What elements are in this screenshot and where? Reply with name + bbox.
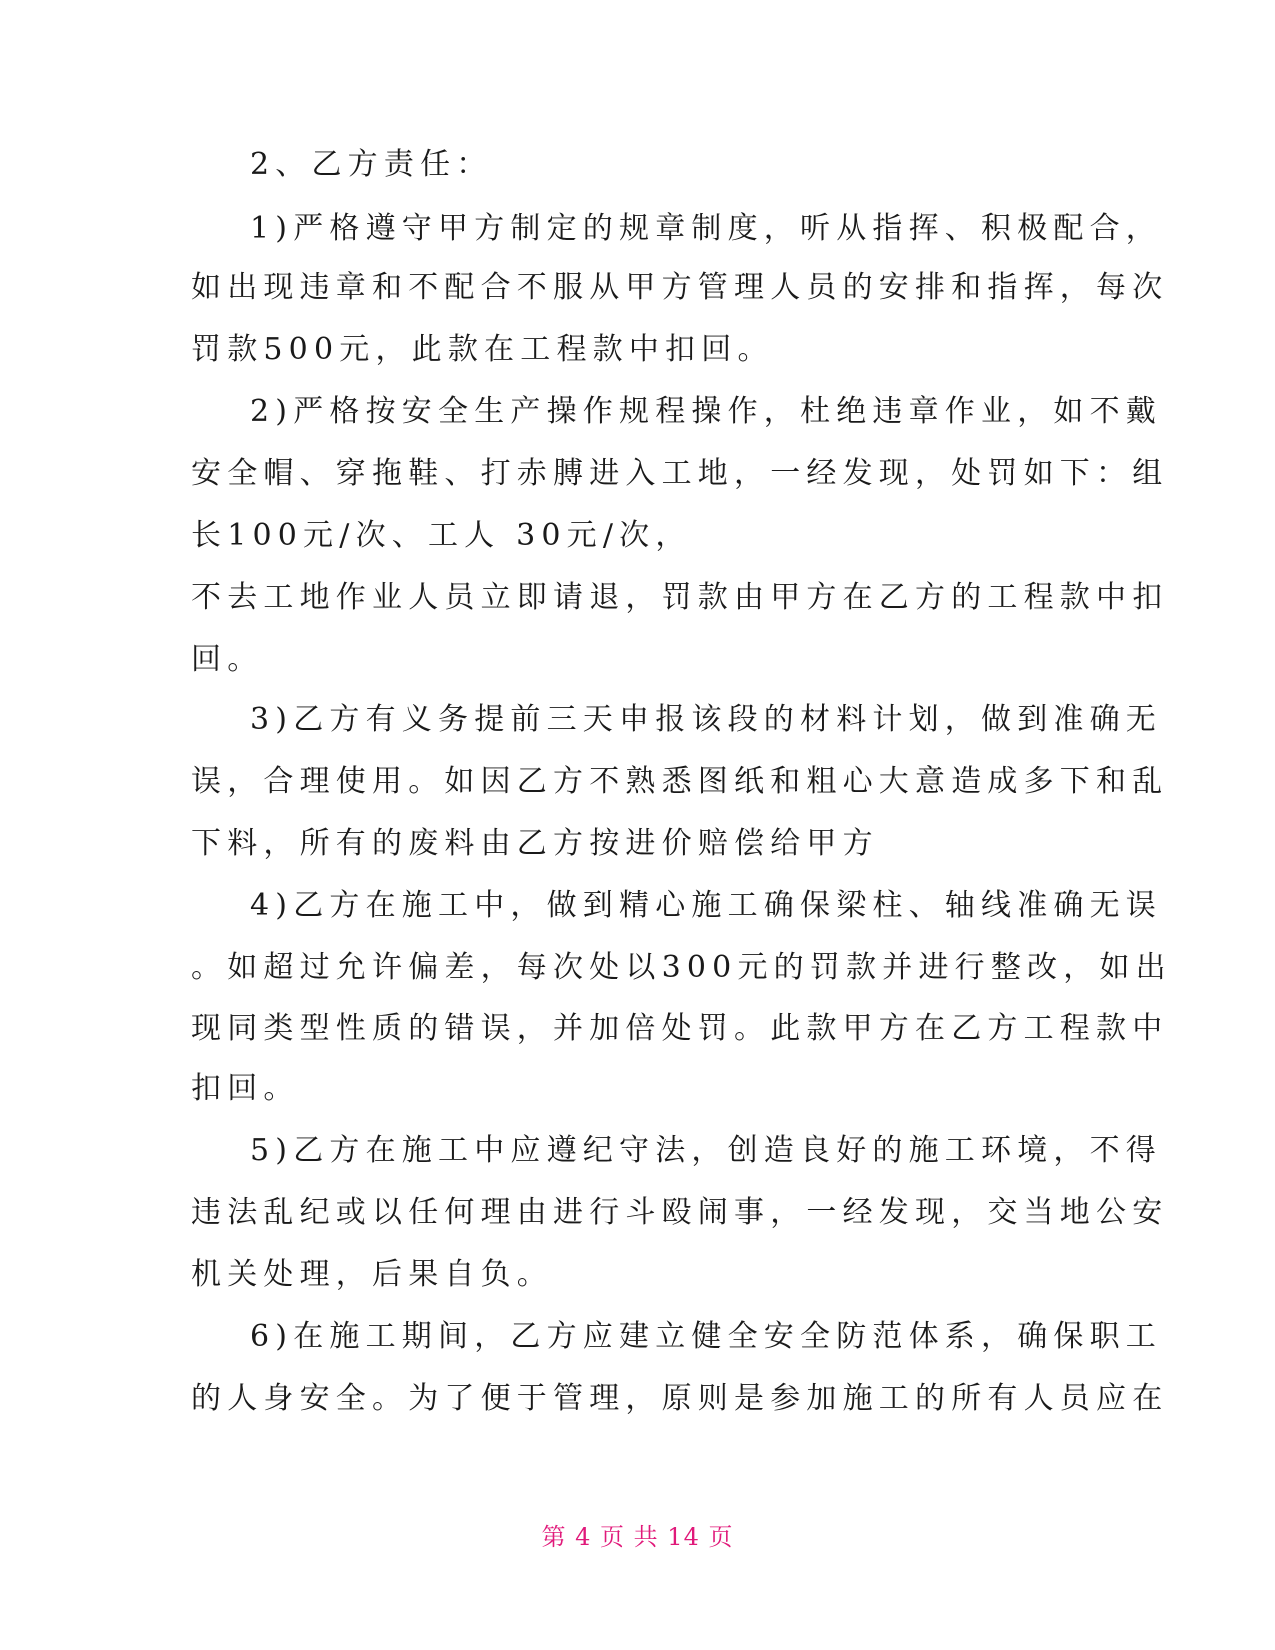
clause-2-line-4: 不去工地作业人员立即请退，罚款由甲方在乙方的工程款中扣 [191,580,1169,615]
clause-6-line-2: 的人身安全。为了便于管理，原则是参加施工的所有人员应在 [191,1381,1169,1416]
clause-5-line-1: 5)乙方在施工中应遵纪守法，创造良好的施工环境，不得 [250,1133,1162,1168]
clause-1-line-1: 1)严格遵守甲方制定的规章制度，听从指挥、积极配合， [250,211,1162,246]
clause-3-line-2: 误，合理使用。如因乙方不熟悉图纸和粗心大意造成多下和乱 [191,764,1169,799]
clause-2-line-1: 2)严格按安全生产操作规程操作，杜绝违章作业，如不戴 [250,394,1162,429]
clause-1-line-2: 如出现违章和不配合不服从甲方管理人员的安排和指挥，每次 [191,270,1169,305]
section-heading: 2、乙方责任： [250,147,493,182]
clause-5-line-2: 违法乱纪或以任何理由进行斗殴闹事，一经发现，交当地公安 [191,1195,1169,1230]
clause-3-line-3: 下料，所有的废料由乙方按进价赔偿给甲方 [191,826,879,861]
clause-6-line-1: 6)在施工期间，乙方应建立健全安全防范体系，确保职工 [250,1319,1162,1354]
clause-2-line-5: 回。 [191,642,264,677]
clause-4-line-3: 现同类型性质的错误，并加倍处罚。此款甲方在乙方工程款中 [191,1011,1169,1046]
clause-1-line-3: 罚款500元，此款在工程款中扣回。 [191,332,774,367]
clause-2-line-3: 长100元/次、工人 30元/次， [191,518,692,553]
clause-3-line-1: 3)乙方有义务提前三天申报该段的材料计划，做到准确无 [250,702,1162,737]
clause-5-line-3: 机关处理，后果自负。 [191,1257,553,1292]
clause-4-line-2: 。如超过允许偏差，每次处以300元的罚款并进行整改，如出 [191,950,1172,985]
clause-4-line-1: 4)乙方在施工中，做到精心施工确保梁柱、轴线准确无误 [250,888,1162,923]
clause-4-line-4: 扣回。 [191,1071,300,1106]
clause-2-line-2: 安全帽、穿拖鞋、打赤膊进入工地，一经发现，处罚如下：组 [191,456,1169,491]
page-number-footer: 第 4 页 共 14 页 [541,1523,734,1551]
